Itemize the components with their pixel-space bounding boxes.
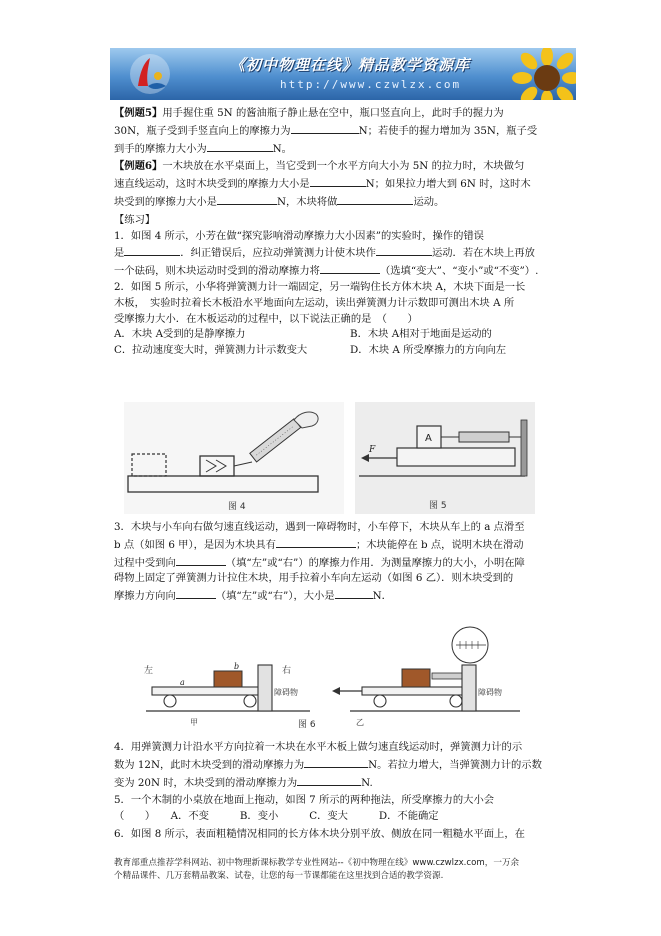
answer-blank[interactable] xyxy=(376,244,432,256)
answer-blank[interactable] xyxy=(276,536,356,548)
yi-label: 乙 xyxy=(356,718,364,727)
banner-title: 《初中物理在线》精品教学资源库 xyxy=(230,56,471,74)
q4-line3: 变为 20N 时，木块受到的滑动摩擦力为 N. xyxy=(114,774,574,792)
answer-blank[interactable] xyxy=(176,587,216,599)
point-a-label: a xyxy=(180,678,185,687)
sunflower-icon xyxy=(512,48,576,100)
wood-block-a xyxy=(214,671,242,687)
q3-line4: 碍物上固定了弹簧测力计拉住木块，用手拉着小车向左运动（如图 6 乙）．则木块受到的 xyxy=(114,572,514,585)
option-c[interactable]: C．拉动速度变大时，弹簧测力计示数变大 xyxy=(114,344,308,357)
right-label: 右 xyxy=(282,666,292,676)
example5-line3: 到手的摩擦力大小为 N。 xyxy=(114,140,574,158)
q1-line2: 是 ．纠正错误后，应拉动弹簧测力计使木块作 运动．若在木块上再放 xyxy=(114,244,574,262)
footer-line1: 教育部重点推荐学科网站、初中物理新课标教学专业性网站--《初中物理在线》www.czwlzx.com，一万余 xyxy=(114,858,520,868)
answer-blank[interactable] xyxy=(176,554,226,566)
page-footer xyxy=(114,857,574,882)
q2-options-ab xyxy=(114,327,574,343)
q6-line1: 6．如图 8 所示，表面粗糙情况相同的长方体木块分别平放、侧放在同一粗糙水平面上，在 xyxy=(114,827,525,840)
example6-line3: 块受到的摩擦力大小是 N，木块将做 运动。 xyxy=(114,193,574,211)
fig6-caption: 图 6 xyxy=(298,720,316,730)
q3-line3: 过程中受到向 （填“左”或“右”）的摩擦力作用．为测量摩擦力的大小，小明在障 xyxy=(114,554,574,572)
q2-line3: 受摩擦力大小．在木板运动的过程中，以下说法正确的是 （ ） xyxy=(114,312,418,325)
option-a[interactable]: A．木块 A受到的是静摩擦力 xyxy=(114,328,246,341)
long-board xyxy=(397,448,515,466)
q3-line1: 3．木块与小车向右做匀速直线运动，遇到一障碍物时，小车停下，木块从车上的 a 点滑至 xyxy=(114,521,525,533)
figure-4 xyxy=(124,402,344,514)
option-d[interactable]: D．木块 A 所受摩擦力的方向向左 xyxy=(350,344,507,357)
answer-blank[interactable] xyxy=(291,122,359,134)
q2-line1: 2．如图 5 所示，小华将弹簧测力计一端固定，另一端钩住长方体木块 A，木块下面是一长 xyxy=(114,280,526,293)
site-banner xyxy=(110,48,576,100)
figure-5 xyxy=(355,402,535,514)
q2-line2: 木板， 实验时拉着长木板沿水平地面向左运动，读出弹簧测力计示数即可测出木块 A 所 xyxy=(114,296,515,309)
obstacle-a xyxy=(258,665,272,711)
q4-q6-block xyxy=(114,740,574,843)
wall xyxy=(521,420,527,476)
left-label: 左 xyxy=(144,666,154,676)
block-a-label: A xyxy=(425,433,432,444)
answer-blank[interactable] xyxy=(335,587,373,599)
obstacle-b xyxy=(462,665,476,711)
site-logo-icon xyxy=(128,52,172,96)
example6-line2: 速直线运动，这时木块受到的摩擦力大小是 N；如果拉力增大到 6N 时，这时木 xyxy=(114,175,574,193)
banner-url[interactable]: http://www.czwlzx.com xyxy=(280,78,462,91)
q5-options[interactable]: （ ） A．不变 B．变小 C．变大 D．不能确定 xyxy=(114,810,439,823)
spring-scale xyxy=(459,432,509,442)
figure-6 xyxy=(140,625,540,735)
wood-block-b xyxy=(402,669,430,687)
q5-line1: 5．一个木制的小桌放在地面上拖动，如图 7 所示的两种拖法，所受摩擦力的大小会 xyxy=(114,794,495,807)
point-b-label: b xyxy=(234,662,240,671)
option-b[interactable]: B．木块 A相对于地面是运动的 xyxy=(350,328,492,341)
answer-blank[interactable] xyxy=(310,175,366,187)
fig5-caption: 图 5 xyxy=(429,501,447,511)
answer-blank[interactable] xyxy=(217,193,277,205)
answer-blank[interactable] xyxy=(207,140,273,152)
example6-line1: 【例题6】一木块放在水平桌面上，当它受到一个水平方向大小为 5N 的拉力时，木块做匀 xyxy=(114,160,525,173)
obstacle-label: 障碍物 xyxy=(274,688,298,697)
q1-line3: 一个砝码，则木块运动时受到的滑动摩擦力将 （选填“变大”、“变小”或“不变”）. xyxy=(114,262,574,280)
example5-tag: 【例题5】 xyxy=(114,107,163,119)
q3-line5: 摩擦力方向向 （填“左”或“右”），大小是 N． xyxy=(114,587,574,605)
q3-block xyxy=(114,520,574,605)
q3-line2: b 点（如图 6 甲），是因为木块具有 ；木块能停在 b 点，说明木块在滑动 xyxy=(114,536,574,554)
example5-line1: 【例题5】用手握住重 5N 的酱油瓶子静止悬在空中，瓶口竖直向上，此时手的握力为 xyxy=(114,107,504,119)
q4-line2: 数为 12N，此时木块受到的滑动摩擦力为 N。若拉力增大，当弹簧测力计的示数 xyxy=(114,756,574,774)
answer-blank[interactable] xyxy=(124,244,180,256)
fig4-caption: 图 4 xyxy=(228,502,246,512)
arrow-left-icon xyxy=(332,687,340,695)
cart-b xyxy=(362,687,474,695)
answer-blank[interactable] xyxy=(337,193,413,205)
spring-scale xyxy=(432,673,462,679)
q4-line1: 4．用弹簧测力计沿水平方向拉着一木块在水平木板上做匀速直线运动时，弹簧测力计的示 xyxy=(114,741,523,753)
cart-a xyxy=(152,687,270,695)
force-label: F xyxy=(369,445,376,455)
q2-options-cd xyxy=(114,343,574,359)
footer-line2: 个精品课件、几万套精品教案、试卷，让您的每一节课都能在这里找到合适的教学资源. xyxy=(114,870,444,881)
example5-line2: 30N，瓶子受到手竖直向上的摩擦力为 N；若使手的握力增加为 35N，瓶子受 xyxy=(114,122,574,140)
answer-blank[interactable] xyxy=(320,262,380,274)
practice-heading: 【练习】 xyxy=(114,213,156,226)
jia-label: 甲 xyxy=(190,718,198,727)
q1-line1: 1．如图 4 所示，小芳在做“探究影响滑动摩擦力大小因素”的实验时，操作的错误 xyxy=(114,229,484,242)
answer-blank[interactable] xyxy=(297,774,361,786)
worksheet-content xyxy=(114,106,574,359)
example6-tag: 【例题6】 xyxy=(114,160,163,173)
answer-blank[interactable] xyxy=(304,756,368,768)
obstacle-label: 障碍物 xyxy=(478,688,502,697)
